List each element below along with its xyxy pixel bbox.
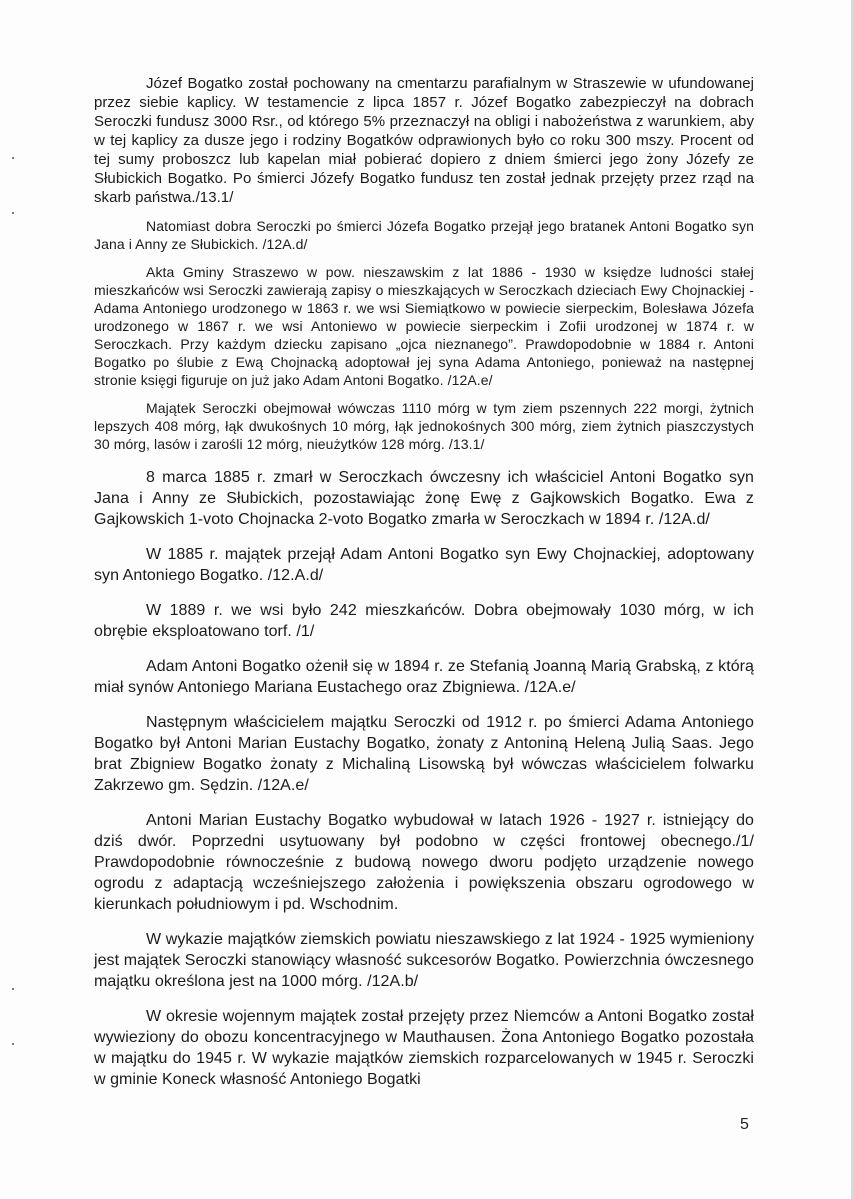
paragraph: Majątek Seroczki obejmował wówczas 1110 mórg w tym ziem pszennych 222 morgi, żytnich lepszych 408 mórg, łąk dwukośnych 10 mórg, łąk jednokośnych 300 mórg, ziem żytnich piaszczystych 30 mórg, lasów i zarośli 12 mórg, nieużytków 128 mórg. /13.1/ (94, 400, 754, 452)
scan-speck (12, 212, 14, 214)
paragraph: Następnym właścicielem majątku Seroczki od 1912 r. po śmierci Adama Antoniego Bogatko był Antoni Marian Eustachy Bogatko, żonaty z Antoniną Heleną Julią Saas. Jego brat Zbigniew Bogatko żonaty z Michaliną Lisowską był wówczas właścicielem folwarku Zakrzewo gm. Sędzin. /12A.e/ (94, 714, 754, 794)
scan-speck (12, 157, 14, 159)
paragraph: 8 marca 1885 r. zmarł w Seroczkach ówczesny ich właściciel Antoni Bogatko syn Jana i Anny ze Słubickich, pozostawiając żonę Ewę z Gajkowskich Bogatko. Ewa z Gajkowskich 1-voto Chojnacka 2-voto Bogatko zmarła w Seroczkach w 1894 r. /12A.d/ (94, 469, 754, 528)
paragraph: Józef Bogatko został pochowany na cmentarzu parafialnym w Straszewie w ufundowanej przez siebie kaplicy. W testamencie z lipca 1857 r. Józef Bogatko zabezpieczył na dobrach Seroczki fundusz 3000 Rsr., od którego 5% przeznaczył na obligi i nabożeństwa z warunkiem, aby w tej kaplicy za dusze jego i rodziny Bogatków odprawionych było co roku 300 mszy. Procent od tej sumy proboszcz lub kapelan miał pobierać dopiero z dniem śmierci jego żony Józefy ze Słubickich Bogatko. Po śmierci Józefy Bogatko fundusz ten został jednak przejęty przez rząd na skarb państwa./13.1/ (94, 75, 754, 206)
scan-speck (12, 988, 14, 990)
paragraph: W 1889 r. we wsi było 242 mieszkańców. Dobra obejmowały 1030 mórg, w ich obrębie eksploatowano torf. /1/ (94, 602, 754, 640)
scan-speck (12, 1043, 14, 1045)
page-number: 5 (740, 1116, 749, 1133)
paragraph: Adam Antoni Bogatko ożenił się w 1894 r. ze Stefanią Joanną Marią Grabską, z którą miał synów Antoniego Mariana Eustachego oraz Zbigniewa. /12A.e/ (94, 658, 754, 696)
paragraph: Natomiast dobra Seroczki po śmierci Józefa Bogatko przejął jego bratanek Antoni Bogatko syn Jana i Anny ze Słubickich. /12A.d/ (94, 218, 754, 252)
paragraph: W okresie wojennym majątek został przejęty przez Niemców a Antoni Bogatko został wywieziony do obozu koncentracyjnego w Mauthausen. Żona Antoniego Bogatko pozostała w majątku do 1945 r. W wykazie majątków ziemskich rozparcelowanych w 1945 r. Seroczki w gminie Koneck własność Antoniego Bogatki (94, 1008, 754, 1088)
paragraph: W wykazie majątków ziemskich powiatu nieszawskiego z lat 1924 - 1925 wymieniony jest majątek Seroczki stanowiący własność sukcesorów Bogatko. Powierzchnia ówczesnego majątku określona jest na 1000 mórg. /12A.b/ (94, 931, 754, 990)
paragraph: Akta Gminy Straszewo w pow. nieszawskim z lat 1886 - 1930 w księdze ludności stałej mieszkańców wsi Seroczki zawierają zapisy o mieszkających w Seroczkach dzieciach Ewy Chojnackiej - Adama Antoniego urodzonego w 1863 r. we wsi Siemiątkowo w powiecie sierpeckim, Bolesława Józefa urodzonego w 1867 r. we wsi Antoniewo w powiecie sierpeckim i Zofii urodzonej w 1874 r. w Seroczkach. Przy każdym dziecku zapisano „ojca nieznanego”. Prawdopodobnie w 1884 r. Antoni Bogatko po ślubie z Ewą Chojnacką adoptował jej syna Adama Antoniego, ponieważ na następnej stronie księgi figuruje on już jako Adam Antoni Bogatko. /12A.e/ (94, 264, 754, 388)
paragraph: W 1885 r. majątek przejął Adam Antoni Bogatko syn Ewy Chojnackiej, adoptowany syn Antoniego Bogatko. /12.A.d/ (94, 546, 754, 584)
document-body (94, 74, 754, 1100)
paragraph: Antoni Marian Eustachy Bogatko wybudował w latach 1926 - 1927 r. istniejący do dziś dwór. Poprzedni usytuowany był podobno w części frontowej obecnego./1/ Prawdopodobnie równocześnie z budową nowego dworu podjęto urządzenie nowego ogrodu z adaptacją wcześniejszego założenia i powiększenia obszaru ogrodowego w kierunkach południowym i pd. Wschodnim. (94, 812, 754, 913)
